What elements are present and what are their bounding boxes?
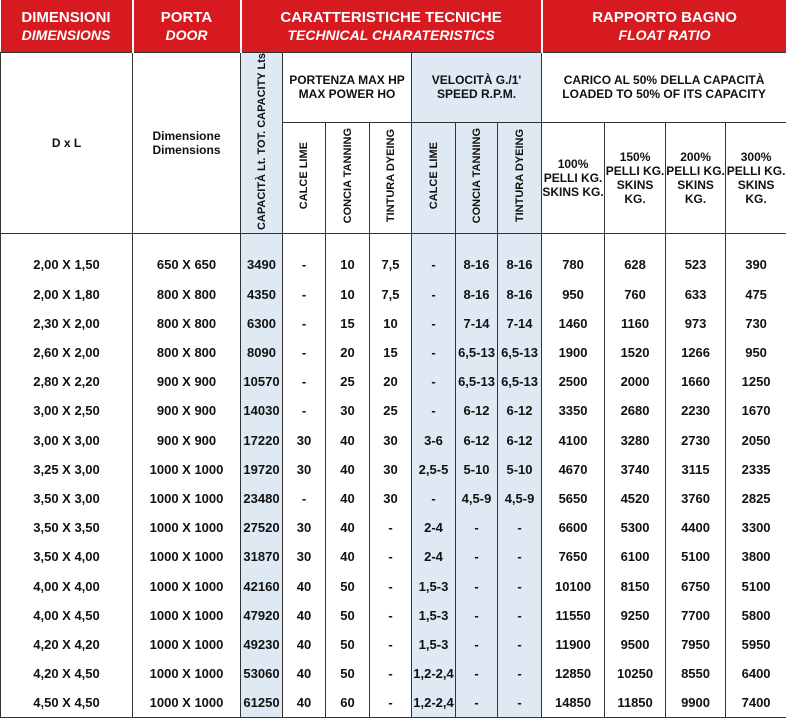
- power-tanning-cell: 40: [326, 455, 370, 484]
- ratio-200-cell: 1660: [666, 367, 726, 396]
- ratio-100-cell: 6600: [542, 513, 605, 542]
- ratio-200-cell: 9900: [666, 688, 726, 718]
- ratio-100-label: 100% PELLI KG. SKINS KG.: [542, 157, 603, 199]
- ratio-150-cell: 9500: [605, 630, 666, 659]
- power-tanning-cell: 40: [326, 484, 370, 513]
- header-door-en: DOOR: [134, 27, 240, 44]
- ratio-300-cell: 6400: [726, 659, 786, 688]
- speed-tanning-cell: 8-16: [456, 280, 498, 309]
- table-row: [1, 234, 786, 280]
- header-float-en: FLOAT RATIO: [543, 27, 786, 44]
- ratio-100-cell: 780: [542, 234, 605, 280]
- speed-dyeing-cell: -: [498, 542, 542, 571]
- door-cell: 1000 X 1000: [133, 630, 241, 659]
- table-row: [1, 309, 786, 338]
- table-row: [1, 396, 786, 425]
- power-lime-cell: 40: [283, 601, 326, 630]
- dxl-cell: 2,30 X 2,00: [1, 309, 133, 338]
- ratio-300-cell: 2335: [726, 455, 786, 484]
- speed-dyeing-cell: -: [498, 513, 542, 542]
- speed-tanning-cell: -: [456, 601, 498, 630]
- power-lime-cell: -: [283, 309, 326, 338]
- power-dyeing-cell: 7,5: [370, 234, 412, 280]
- ratio-100-header: [542, 122, 605, 233]
- ratio-300-cell: 390: [726, 234, 786, 280]
- dxl-cell: 4,20 X 4,50: [1, 659, 133, 688]
- header-dimensions: [1, 0, 133, 53]
- dxl-cell: 3,50 X 3,00: [1, 484, 133, 513]
- door-cell: 800 X 800: [133, 280, 241, 309]
- dxl-cell: 2,00 X 1,50: [1, 234, 133, 280]
- speed-header: [412, 53, 542, 123]
- door-cell: 900 X 900: [133, 396, 241, 425]
- ratio-150-cell: 2680: [605, 396, 666, 425]
- speed-lime-cell: -: [412, 396, 456, 425]
- power-header: [283, 53, 412, 123]
- power-dyeing-cell: -: [370, 542, 412, 571]
- ratio-200-cell: 2230: [666, 396, 726, 425]
- door-cell: 900 X 900: [133, 425, 241, 454]
- ratio-200-cell: 3760: [666, 484, 726, 513]
- ratio-200-cell: 2730: [666, 425, 726, 454]
- door-cell: 1000 X 1000: [133, 542, 241, 571]
- speed-tanning-cell: -: [456, 630, 498, 659]
- door-cell: 1000 X 1000: [133, 688, 241, 718]
- capacity-cell: 17220: [241, 425, 283, 454]
- ratio-150-cell: 3280: [605, 425, 666, 454]
- speed-lime-cell: 1,5-3: [412, 630, 456, 659]
- power-lime-cell: 40: [283, 659, 326, 688]
- ratio-200-cell: 6750: [666, 571, 726, 600]
- speed-lime-cell: -: [412, 309, 456, 338]
- door-cell: 1000 X 1000: [133, 659, 241, 688]
- speed-tanning-cell: -: [456, 659, 498, 688]
- speed-dyeing-cell: 6-12: [498, 425, 542, 454]
- door-cell: 1000 X 1000: [133, 571, 241, 600]
- power-lime-label: CALCE LIME: [298, 142, 310, 209]
- power-dyeing-cell: -: [370, 630, 412, 659]
- table-row: [1, 280, 786, 309]
- table-row: [1, 659, 786, 688]
- speed-dyeing-cell: 6,5-13: [498, 367, 542, 396]
- power-en: MAX POWER HO: [283, 87, 411, 101]
- speed-tanning-cell: 6-12: [456, 425, 498, 454]
- speed-tanning-cell: 7-14: [456, 309, 498, 338]
- speed-lime-label: CALCE LIME: [428, 142, 440, 209]
- ratio-300-cell: 5100: [726, 571, 786, 600]
- table-row: [1, 688, 786, 718]
- door-cell: 800 X 800: [133, 309, 241, 338]
- speed-dyeing-cell: 8-16: [498, 280, 542, 309]
- capacity-label: CAPACITÀ Lt. TOT. CAPACITY Lts: [256, 53, 268, 230]
- speed-tanning-cell: 6-12: [456, 396, 498, 425]
- power-tanning-cell: 10: [326, 280, 370, 309]
- ratio-300-cell: 7400: [726, 688, 786, 718]
- ratio-150-header: [605, 122, 666, 233]
- power-dyeing-cell: -: [370, 601, 412, 630]
- power-tanning-cell: 50: [326, 571, 370, 600]
- dxl-cell: 3,25 X 3,00: [1, 455, 133, 484]
- speed-lime-cell: -: [412, 280, 456, 309]
- load-it: CARICO AL 50% DELLA CAPACITÀ: [542, 73, 786, 87]
- power-lime-cell: 40: [283, 688, 326, 718]
- capacity-header: [241, 53, 283, 234]
- power-dyeing-header: [370, 122, 412, 233]
- ratio-300-cell: 5800: [726, 601, 786, 630]
- ratio-200-cell: 8550: [666, 659, 726, 688]
- speed-en: SPEED R.P.M.: [412, 87, 541, 101]
- table-row: [1, 513, 786, 542]
- dxl-header: [1, 53, 133, 234]
- speed-dyeing-cell: 8-16: [498, 234, 542, 280]
- dxl-cell: 4,50 X 4,50: [1, 688, 133, 718]
- ratio-100-cell: 2500: [542, 367, 605, 396]
- header-door: [133, 0, 241, 53]
- speed-lime-cell: 1,2-2,4: [412, 659, 456, 688]
- ratio-300-cell: 2050: [726, 425, 786, 454]
- power-lime-cell: -: [283, 234, 326, 280]
- speed-lime-cell: 1,2-2,4: [412, 688, 456, 718]
- ratio-150-cell: 5300: [605, 513, 666, 542]
- speed-tanning-header: [456, 122, 498, 233]
- speed-it: VELOCITÀ G./1': [412, 73, 541, 87]
- dxl-label: D x L: [52, 136, 81, 150]
- capacity-cell: 23480: [241, 484, 283, 513]
- ratio-100-cell: 11550: [542, 601, 605, 630]
- dxl-cell: 3,00 X 2,50: [1, 396, 133, 425]
- speed-lime-cell: -: [412, 367, 456, 396]
- table-row: [1, 601, 786, 630]
- ratio-100-cell: 7650: [542, 542, 605, 571]
- capacity-cell: 4350: [241, 280, 283, 309]
- power-lime-cell: -: [283, 484, 326, 513]
- door-dimension-header: [133, 53, 241, 234]
- power-lime-cell: 40: [283, 630, 326, 659]
- speed-dyeing-cell: -: [498, 630, 542, 659]
- power-it: PORTENZA MAX HP: [283, 73, 411, 87]
- power-tanning-cell: 50: [326, 601, 370, 630]
- speed-dyeing-cell: 5-10: [498, 455, 542, 484]
- speed-dyeing-header: [498, 122, 542, 233]
- power-dyeing-cell: -: [370, 571, 412, 600]
- ratio-100-cell: 12850: [542, 659, 605, 688]
- ratio-100-cell: 11900: [542, 630, 605, 659]
- header-dimensions-it: DIMENSIONI: [1, 9, 132, 27]
- power-dyeing-cell: 25: [370, 396, 412, 425]
- capacity-cell: 8090: [241, 338, 283, 367]
- door-cell: 800 X 800: [133, 338, 241, 367]
- door-dimension-it: Dimensione: [133, 129, 240, 143]
- table-row: [1, 571, 786, 600]
- ratio-300-label: 300% PELLI KG. SKINS KG.: [727, 150, 786, 206]
- table-row: [1, 367, 786, 396]
- power-dyeing-cell: 30: [370, 484, 412, 513]
- ratio-100-cell: 1900: [542, 338, 605, 367]
- speed-lime-cell: 2-4: [412, 542, 456, 571]
- dxl-cell: 4,00 X 4,00: [1, 571, 133, 600]
- capacity-cell: 19720: [241, 455, 283, 484]
- speed-dyeing-cell: -: [498, 571, 542, 600]
- door-dimension-en: Dimensions: [133, 143, 240, 157]
- dxl-cell: 3,50 X 3,50: [1, 513, 133, 542]
- ratio-150-cell: 2000: [605, 367, 666, 396]
- speed-tanning-cell: -: [456, 513, 498, 542]
- speed-lime-cell: 2-4: [412, 513, 456, 542]
- ratio-300-cell: 3300: [726, 513, 786, 542]
- load-en: LOADED TO 50% OF ITS CAPACITY: [542, 87, 786, 101]
- ratio-150-cell: 8150: [605, 571, 666, 600]
- capacity-cell: 31870: [241, 542, 283, 571]
- capacity-cell: 3490: [241, 234, 283, 280]
- power-dyeing-cell: 30: [370, 425, 412, 454]
- speed-tanning-cell: -: [456, 542, 498, 571]
- door-cell: 900 X 900: [133, 367, 241, 396]
- ratio-200-header: [666, 122, 726, 233]
- ratio-300-cell: 2825: [726, 484, 786, 513]
- ratio-200-cell: 1266: [666, 338, 726, 367]
- speed-tanning-cell: 8-16: [456, 234, 498, 280]
- speed-lime-cell: -: [412, 484, 456, 513]
- dxl-cell: 3,00 X 3,00: [1, 425, 133, 454]
- ratio-150-cell: 1160: [605, 309, 666, 338]
- ratio-150-cell: 6100: [605, 542, 666, 571]
- power-tanning-cell: 40: [326, 542, 370, 571]
- header-door-it: PORTA: [134, 9, 240, 27]
- power-lime-cell: 40: [283, 571, 326, 600]
- power-tanning-cell: 20: [326, 338, 370, 367]
- table-row: [1, 542, 786, 571]
- header-dimensions-en: DIMENSIONS: [1, 27, 132, 44]
- power-lime-cell: 30: [283, 425, 326, 454]
- ratio-200-label: 200% PELLI KG. SKINS KG.: [666, 150, 725, 206]
- power-lime-cell: -: [283, 396, 326, 425]
- door-cell: 1000 X 1000: [133, 455, 241, 484]
- door-cell: 1000 X 1000: [133, 601, 241, 630]
- power-tanning-cell: 10: [326, 234, 370, 280]
- dxl-cell: 4,00 X 4,50: [1, 601, 133, 630]
- ratio-100-cell: 5650: [542, 484, 605, 513]
- power-tanning-cell: 15: [326, 309, 370, 338]
- speed-dyeing-cell: 6-12: [498, 396, 542, 425]
- ratio-200-cell: 633: [666, 280, 726, 309]
- capacity-cell: 49230: [241, 630, 283, 659]
- speed-lime-cell: -: [412, 234, 456, 280]
- dxl-cell: 2,80 X 2,20: [1, 367, 133, 396]
- power-dyeing-cell: 7,5: [370, 280, 412, 309]
- capacity-cell: 61250: [241, 688, 283, 718]
- door-cell: 1000 X 1000: [133, 484, 241, 513]
- ratio-150-cell: 3740: [605, 455, 666, 484]
- power-lime-cell: -: [283, 367, 326, 396]
- speed-tanning-cell: -: [456, 688, 498, 718]
- speed-dyeing-cell: -: [498, 659, 542, 688]
- speed-dyeing-cell: 7-14: [498, 309, 542, 338]
- header-float-it: RAPPORTO BAGNO: [543, 9, 786, 27]
- power-tanning-label: CONCIA TANNING: [342, 128, 354, 223]
- power-lime-cell: 30: [283, 455, 326, 484]
- power-lime-header: [283, 122, 326, 233]
- load-header: [542, 53, 786, 123]
- ratio-100-cell: 4100: [542, 425, 605, 454]
- speed-dyeing-cell: 4,5-9: [498, 484, 542, 513]
- power-dyeing-cell: -: [370, 513, 412, 542]
- ratio-300-cell: 730: [726, 309, 786, 338]
- door-cell: 650 X 650: [133, 234, 241, 280]
- ratio-200-cell: 7950: [666, 630, 726, 659]
- power-tanning-cell: 40: [326, 513, 370, 542]
- speed-tanning-cell: 6,5-13: [456, 367, 498, 396]
- ratio-100-cell: 14850: [542, 688, 605, 718]
- ratio-200-cell: 523: [666, 234, 726, 280]
- speed-lime-cell: 1,5-3: [412, 571, 456, 600]
- table-row: [1, 484, 786, 513]
- dxl-cell: 2,60 X 2,00: [1, 338, 133, 367]
- table-row: [1, 425, 786, 454]
- table-row: [1, 630, 786, 659]
- ratio-300-cell: 3800: [726, 542, 786, 571]
- capacity-cell: 6300: [241, 309, 283, 338]
- table-body: [1, 234, 786, 718]
- ratio-100-cell: 4670: [542, 455, 605, 484]
- capacity-cell: 14030: [241, 396, 283, 425]
- power-dyeing-cell: 15: [370, 338, 412, 367]
- capacity-cell: 42160: [241, 571, 283, 600]
- speed-dyeing-cell: -: [498, 601, 542, 630]
- speed-tanning-cell: 6,5-13: [456, 338, 498, 367]
- speed-tanning-label: CONCIA TANNING: [471, 128, 483, 223]
- power-dyeing-cell: 20: [370, 367, 412, 396]
- door-cell: 1000 X 1000: [133, 513, 241, 542]
- speed-tanning-cell: -: [456, 571, 498, 600]
- power-tanning-cell: 60: [326, 688, 370, 718]
- ratio-150-cell: 11850: [605, 688, 666, 718]
- ratio-300-cell: 1670: [726, 396, 786, 425]
- speed-lime-cell: 1,5-3: [412, 601, 456, 630]
- power-lime-cell: -: [283, 280, 326, 309]
- ratio-200-cell: 3115: [666, 455, 726, 484]
- power-dyeing-cell: -: [370, 688, 412, 718]
- table-row: [1, 338, 786, 367]
- ratio-100-cell: 1460: [542, 309, 605, 338]
- speed-lime-cell: 2,5-5: [412, 455, 456, 484]
- ratio-300-header: [726, 122, 786, 233]
- power-tanning-cell: 25: [326, 367, 370, 396]
- ratio-150-cell: 628: [605, 234, 666, 280]
- ratio-150-cell: 9250: [605, 601, 666, 630]
- ratio-300-cell: 950: [726, 338, 786, 367]
- header-technical-en: TECHNICAL CHARATERISTICS: [242, 27, 541, 44]
- header-technical: [241, 0, 542, 53]
- power-dyeing-cell: 30: [370, 455, 412, 484]
- power-tanning-header: [326, 122, 370, 233]
- capacity-cell: 10570: [241, 367, 283, 396]
- header-technical-it: CARATTERISTICHE TECNICHE: [242, 9, 541, 27]
- header-float-ratio: [542, 0, 786, 53]
- ratio-300-cell: 1250: [726, 367, 786, 396]
- ratio-150-label: 150% PELLI KG. SKINS KG.: [606, 150, 665, 206]
- ratio-150-cell: 1520: [605, 338, 666, 367]
- ratio-300-cell: 475: [726, 280, 786, 309]
- dxl-cell: 4,20 X 4,20: [1, 630, 133, 659]
- speed-lime-header: [412, 122, 456, 233]
- ratio-200-cell: 973: [666, 309, 726, 338]
- capacity-cell: 47920: [241, 601, 283, 630]
- speed-tanning-cell: 5-10: [456, 455, 498, 484]
- capacity-cell: 53060: [241, 659, 283, 688]
- dxl-cell: 2,00 X 1,80: [1, 280, 133, 309]
- speed-dyeing-label: TINTURA DYEING: [514, 129, 526, 222]
- ratio-150-cell: 4520: [605, 484, 666, 513]
- power-tanning-cell: 40: [326, 425, 370, 454]
- ratio-200-cell: 5100: [666, 542, 726, 571]
- ratio-100-cell: 10100: [542, 571, 605, 600]
- ratio-150-cell: 760: [605, 280, 666, 309]
- power-tanning-cell: 30: [326, 396, 370, 425]
- power-lime-cell: 30: [283, 542, 326, 571]
- speed-lime-cell: 3-6: [412, 425, 456, 454]
- speed-tanning-cell: 4,5-9: [456, 484, 498, 513]
- speed-dyeing-cell: 6,5-13: [498, 338, 542, 367]
- power-tanning-cell: 50: [326, 659, 370, 688]
- speed-dyeing-cell: -: [498, 688, 542, 718]
- speed-lime-cell: -: [412, 338, 456, 367]
- power-tanning-cell: 50: [326, 630, 370, 659]
- power-dyeing-label: TINTURA DYEING: [385, 129, 397, 222]
- ratio-100-cell: 3350: [542, 396, 605, 425]
- capacity-cell: 27520: [241, 513, 283, 542]
- ratio-200-cell: 7700: [666, 601, 726, 630]
- ratio-300-cell: 5950: [726, 630, 786, 659]
- ratio-150-cell: 10250: [605, 659, 666, 688]
- power-lime-cell: -: [283, 338, 326, 367]
- table-row: [1, 455, 786, 484]
- power-dyeing-cell: 10: [370, 309, 412, 338]
- power-dyeing-cell: -: [370, 659, 412, 688]
- dxl-cell: 3,50 X 4,00: [1, 542, 133, 571]
- ratio-200-cell: 4400: [666, 513, 726, 542]
- power-lime-cell: 30: [283, 513, 326, 542]
- ratio-100-cell: 950: [542, 280, 605, 309]
